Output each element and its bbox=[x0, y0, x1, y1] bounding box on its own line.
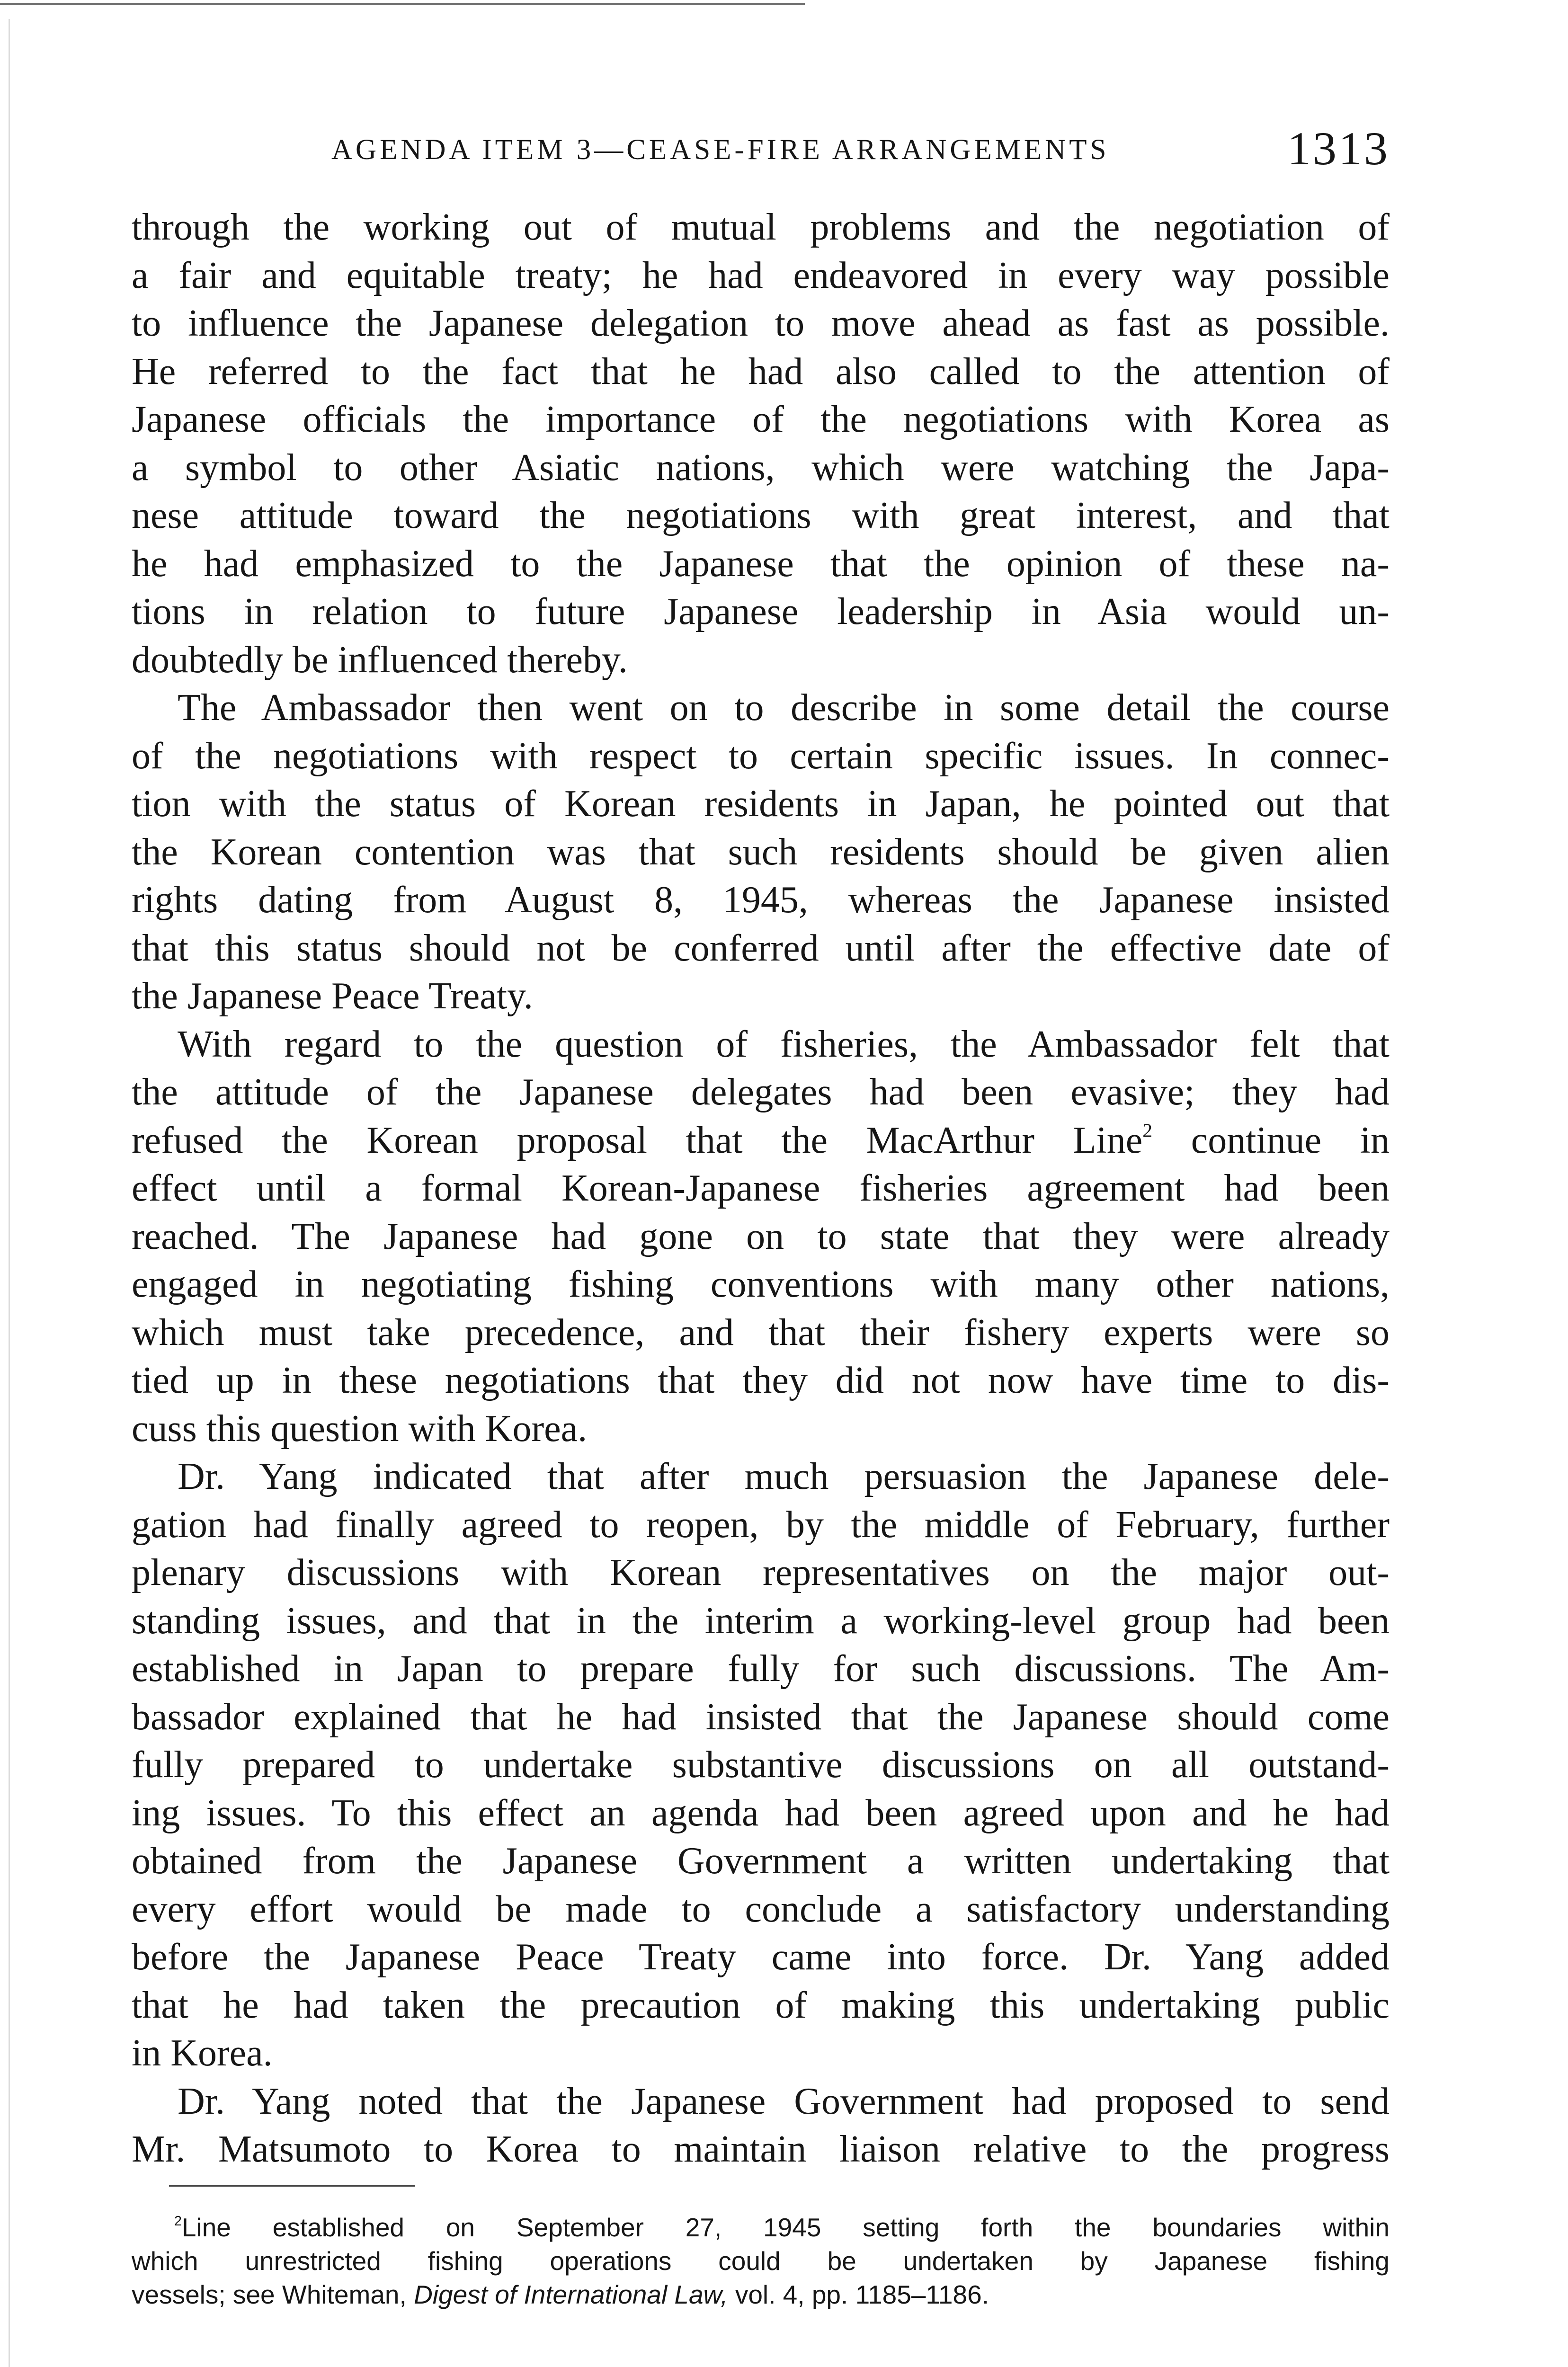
text-line: the Japanese Peace Treaty. bbox=[132, 975, 533, 1017]
text-line: ing issues. To this effect an agenda had been agreed upon and he had bbox=[132, 1792, 1390, 1834]
footnote bbox=[132, 2211, 1390, 2312]
text-line: tion with the status of Korean residents in Japan, he pointed out that bbox=[132, 783, 1390, 825]
page-edge-line bbox=[9, 19, 10, 2367]
text-line: cuss this question with Korea. bbox=[132, 1407, 588, 1450]
text-line: gation had finally agreed to reopen, by the middle of February, further bbox=[132, 1504, 1390, 1546]
text-line: effect until a formal Korean-Japanese fisheries agreement had been bbox=[132, 1167, 1390, 1209]
text-line: obtained from the Japanese Government a written undertaking that bbox=[132, 1840, 1390, 1882]
text-line: a symbol to other Asiatic nations, which were watching the Japa- bbox=[132, 446, 1390, 489]
footnote-text: Line established on September 27, 1945 setting forth the boundaries within bbox=[181, 2213, 1390, 2242]
text-fragment: continue in bbox=[1191, 1119, 1390, 1161]
text-line: Dr. Yang noted that the Japanese Government had proposed to send bbox=[178, 2080, 1390, 2122]
top-border-rule bbox=[0, 3, 805, 5]
text-line: to influence the Japanese delegation to move ahead as fast as possible. bbox=[132, 303, 1390, 344]
citation-title: Digest of International Law, bbox=[414, 2280, 728, 2309]
text-line-with-footnote-ref bbox=[132, 1117, 1390, 1165]
text-line: a fair and equitable treaty; he had endeavored in every way possible bbox=[132, 254, 1390, 296]
text-line: before the Japanese Peace Treaty came into force. Dr. Yang added bbox=[132, 1936, 1390, 1978]
text-line: Dr. Yang indicated that after much persuasion the Japanese dele- bbox=[178, 1456, 1390, 1497]
text-line: of the negotiations with respect to certain specific issues. In connec- bbox=[132, 735, 1390, 777]
footnote-line: which unrestricted fishing operations could be undertaken by Japanese fishing bbox=[132, 2246, 1390, 2276]
text-line: tions in relation to future Japanese leadership in Asia would un- bbox=[132, 591, 1390, 632]
text-line: reached. The Japanese had gone on to state that they were already bbox=[132, 1215, 1390, 1257]
text-line: doubtedly be influenced thereby. bbox=[132, 639, 628, 681]
text-line: Japanese officials the importance of the negotiations with Korea as bbox=[132, 399, 1390, 440]
text-line: bassador explained that he had insisted that the Japanese should come bbox=[132, 1696, 1390, 1738]
text-line: tied up in these negotiations that they did not now have time to dis- bbox=[132, 1360, 1390, 1401]
text-line: he had emphasized to the Japanese that the opinion of these na- bbox=[132, 543, 1390, 585]
footnote-reference[interactable]: 2 bbox=[1142, 1119, 1153, 1141]
text-line: With regard to the question of fisheries, the Ambassador felt that bbox=[178, 1023, 1390, 1065]
text-line: established in Japan to prepare fully for such discussions. The Am- bbox=[132, 1648, 1390, 1690]
text-line: engaged in negotiating fishing conventions with many other nations, bbox=[132, 1264, 1390, 1305]
text-line: which must take precedence, and that their fishery experts were so bbox=[132, 1311, 1390, 1353]
text-line: that he had taken the precaution of making this undertaking public bbox=[132, 1984, 1390, 2026]
running-title: AGENDA ITEM 3—CEASE-FIRE ARRANGEMENTS bbox=[331, 134, 1110, 166]
footnote-line bbox=[132, 2211, 1390, 2244]
text-line: plenary discussions with Korean representatives on the major out- bbox=[132, 1552, 1390, 1593]
text-line: fully prepared to undertake substantive discussions on all outstand- bbox=[132, 1744, 1390, 1786]
text-line: through the working out of mutual problems and the negotiation of bbox=[132, 206, 1390, 248]
text-line: Mr. Matsumoto to Korea to maintain liaison relative to the progress bbox=[132, 2128, 1390, 2170]
footnote-text: vessels; see Whiteman, bbox=[132, 2280, 407, 2309]
text-line: every effort would be made to conclude a satisfactory understanding bbox=[132, 1888, 1390, 1930]
text-line: the attitude of the Japanese delegates had been evasive; they had bbox=[132, 1071, 1390, 1113]
body-text bbox=[132, 204, 1390, 2174]
text-line: standing issues, and that in the interim a working-level group had been bbox=[132, 1600, 1390, 1642]
text-line: He referred to the fact that he had also called to the attention of bbox=[132, 350, 1390, 392]
text-line: rights dating from August 8, 1945, whereas the Japanese insisted bbox=[132, 879, 1390, 921]
page-number: 1313 bbox=[1287, 122, 1390, 175]
running-header bbox=[0, 121, 1390, 173]
text-line: the Korean contention was that such residents should be given alien bbox=[132, 831, 1390, 873]
text-line: nese attitude toward the negotiations with great interest, and that bbox=[132, 495, 1390, 536]
footnote-text: vol. 4, pp. 1185–1186. bbox=[735, 2280, 989, 2309]
footnote-line bbox=[132, 2278, 1390, 2312]
text-line: that this status should not be conferred until after the effective date of bbox=[132, 927, 1390, 969]
footnote-marker: 2 bbox=[174, 2214, 182, 2229]
text-line: The Ambassador then went on to describe in some detail the course bbox=[178, 687, 1390, 729]
footnote-separator bbox=[169, 2185, 415, 2187]
text-line: in Korea. bbox=[132, 2032, 273, 2074]
text-fragment: refused the Korean proposal that the MacArthur Line bbox=[132, 1119, 1143, 1161]
